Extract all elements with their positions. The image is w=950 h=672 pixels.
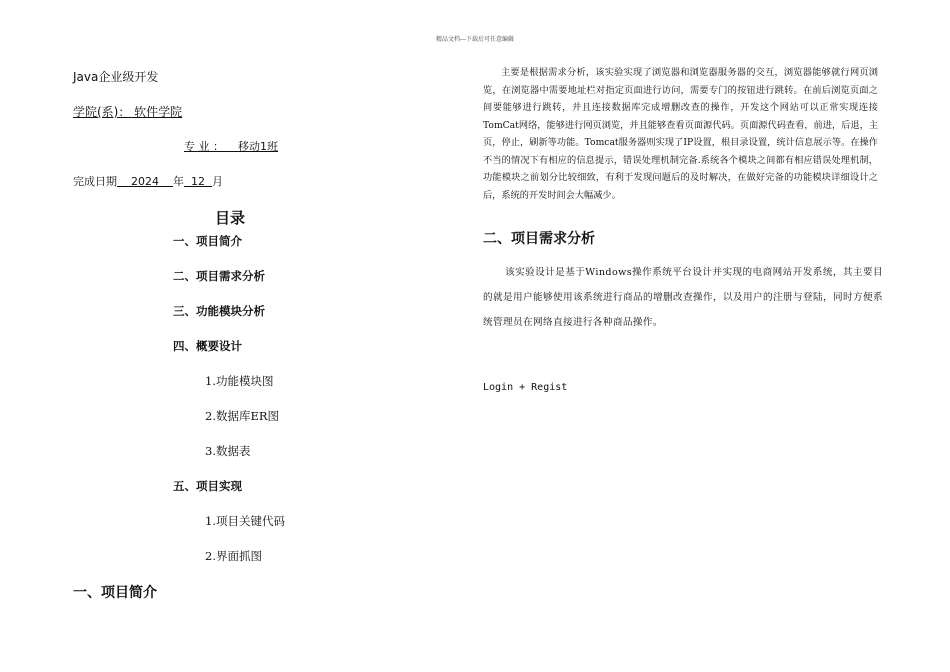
toc-subitem[interactable]: 3.数据表	[205, 444, 251, 458]
date-month	[184, 175, 212, 188]
toc-title: 目录	[214, 209, 245, 227]
toc-item[interactable]: 五、项目实现	[173, 479, 242, 493]
toc-item[interactable]: 四、概要设计	[173, 339, 242, 353]
section-heading-intro: 一、项目简介	[73, 585, 157, 601]
month-unit: 月	[212, 175, 223, 188]
page-header: 精品文档---下载后可任意编辑	[435, 36, 515, 43]
requirements-description: 该实验设计是基于Windows操作系统平台设计并实现的电商网站开发系统，其主要目的就是用户能够使用该系统进行商品的增删改查操作，以及用户的注册与登陆，同时方便系统管理员在网络直接进行各种商品操作。	[483, 267, 883, 328]
toc-item[interactable]: 二、项目需求分析	[173, 269, 265, 283]
month-value: 12	[191, 175, 205, 188]
date-year	[117, 175, 173, 188]
year-value: 2024	[131, 175, 159, 188]
major-line	[184, 138, 278, 154]
year-unit: 年	[173, 175, 184, 188]
major-spacer	[224, 140, 238, 153]
major-value: 移动1班	[238, 140, 278, 153]
toc-item[interactable]: 三、功能模块分析	[173, 304, 265, 318]
date-label: 完成日期	[73, 175, 117, 188]
completion-date	[73, 173, 223, 189]
toc-subitem[interactable]: 1.功能模块图	[205, 374, 274, 388]
requirements-paragraph: 主要是根据需求分析，该实验实现了浏览器和浏览器服务器的交互，浏览器能够就行网页浏览，在浏览器中需要地址栏对指定页面进行访问，需要专门的按钮进行跳转。在前后浏览页面之间要能够进行跳转，并且连接数据库完成增删改查的操作，开发这个网站可以正常实现连接TomCat网络，能够进行网页浏览，并且能够查看页面源代码。页面源代码查看，前进，后退，主页，停止，刷新等功能。Tomcat服务器则实现了IP设置，根目录设置，统计信息展示等。在操作不当的情况下有相应的信息提示，错误处理机制完备.系统各个模块之间都有相应错误处理机制，功能模块之前划分比较细致，有利于发现问题后的及时解决，在做好完备的功能模块详细设计之后，系统的开发时间会大幅减少。	[483, 67, 878, 201]
toc-subitem[interactable]: 2.界面抓图	[205, 549, 262, 563]
toc-subitem[interactable]: 1.项目关键代码	[205, 514, 285, 528]
section-heading-requirements: 二、项目需求分析	[483, 231, 595, 247]
toc-subitem[interactable]: 2.数据库ER图	[205, 409, 280, 423]
toc-item[interactable]: 一、项目简介	[173, 234, 242, 248]
login-regist-label: Login + Regist	[483, 382, 568, 393]
college-line: 学院(系)： 软件学院	[73, 105, 183, 119]
major-label: 专 业 ：	[184, 140, 224, 153]
course-title: Java企业级开发	[73, 70, 159, 84]
